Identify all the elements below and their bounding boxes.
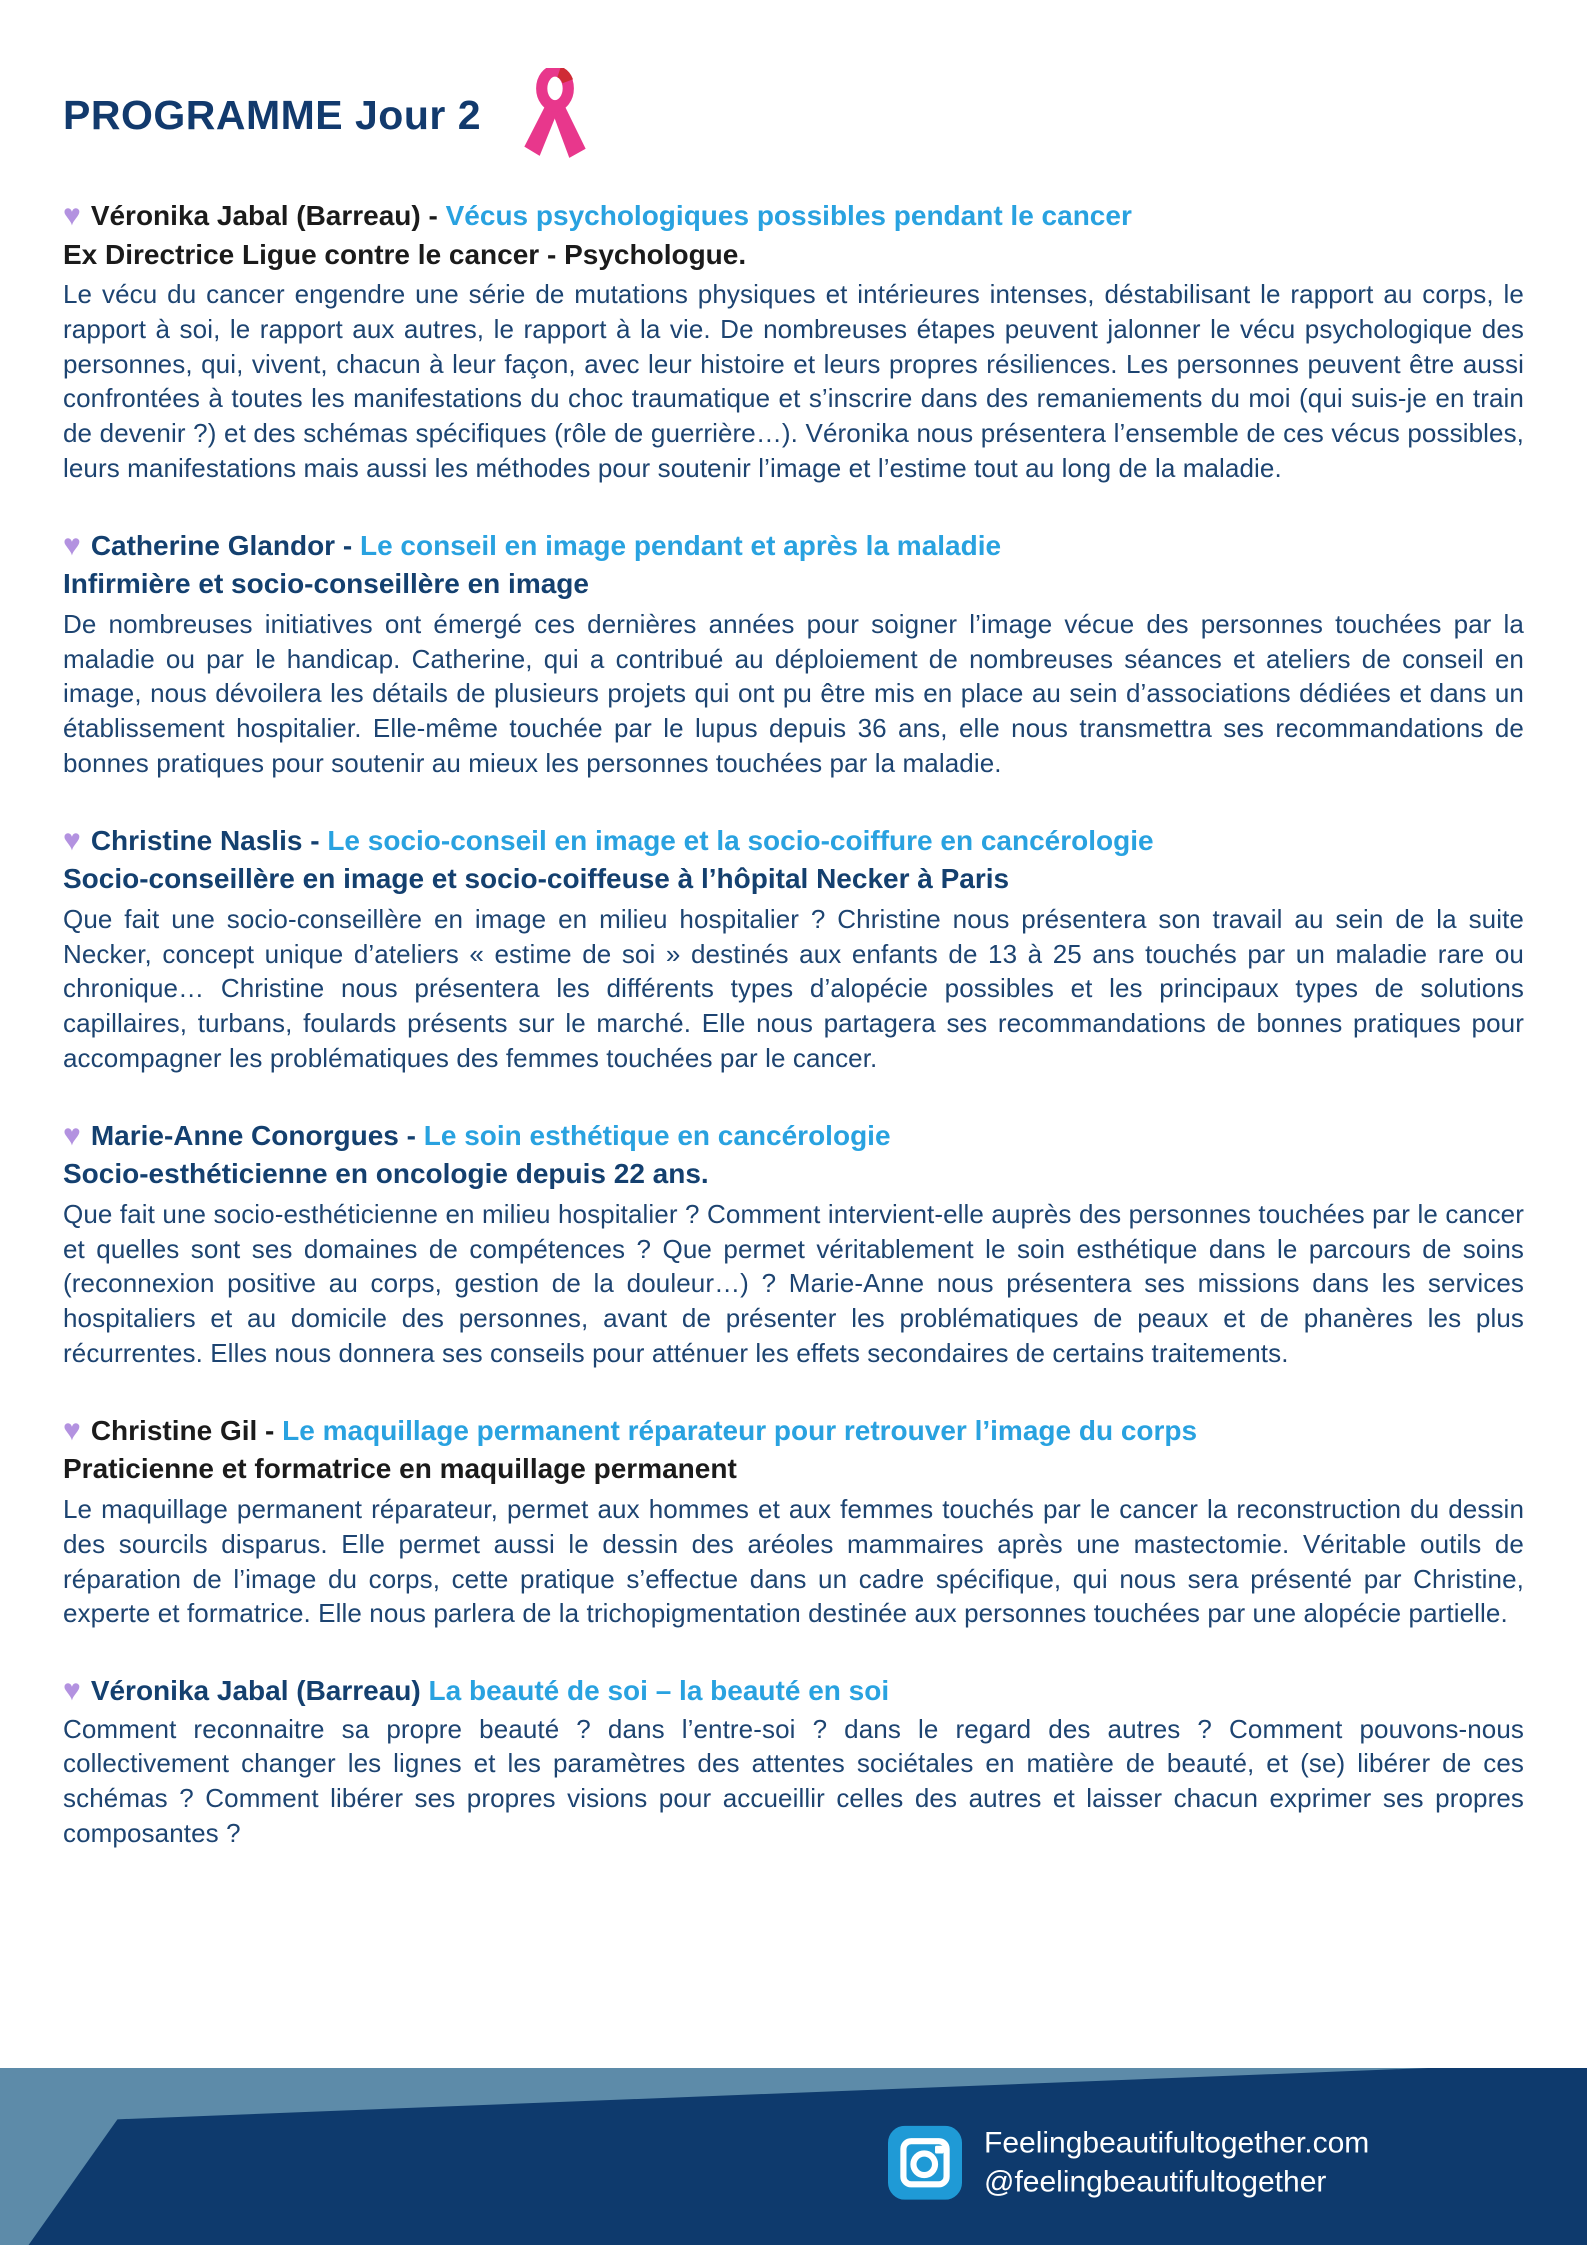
speaker-name: Marie-Anne Conorgues - <box>90 1119 424 1151</box>
talk-title: Le maquillage permanent réparateur pour retrouver l’image du corps <box>282 1414 1198 1446</box>
speaker-role: Infirmière et socio-conseillère en image <box>63 568 589 600</box>
session-catherine-glandor <box>63 526 1524 781</box>
footer-text <box>984 2123 1369 2202</box>
session-heading <box>63 821 1524 862</box>
footer-contact <box>888 2123 1369 2202</box>
footer-website[interactable]: Feelingbeautifultogether.com <box>984 2126 1370 2160</box>
speaker-role: Praticienne et formatrice en maquillage permanent <box>63 1453 737 1485</box>
talk-title: Le socio-conseil en image et la socio-coiffure en cancérologie <box>327 824 1154 856</box>
speaker-name: Catherine Glandor - <box>90 529 360 561</box>
speaker-name: Véronika Jabal (Barreau) <box>90 1675 429 1707</box>
footer <box>0 2068 1587 2245</box>
heart-icon: ♥ <box>63 1413 81 1447</box>
heart-icon: ♥ <box>63 528 81 562</box>
session-description: Le vécu du cancer engendre une série de mutations physiques et intérieures intenses, déstabilisant le rapport au corps, le rapport à soi, le rapport aux autres, le rapport à la vie. De nombreuses étapes peuvent jalonner le vécu psychologique des personnes, qui, vivent, chacun à leur façon, avec leur histoire et leurs propres résiliences. Les personnes peuvent être aussi confrontées à toutes les manifestations du choc traumatique et s’inscrire dans des remaniements du moi (qui suis-je en train de devenir ?) et des schémas spécifiques (rôle de guerrière…). Véronika nous présentera l’ensemble de ces vécus possibles, leurs manifestations mais aussi les méthodes pour soutenir l’image et l’estime tout au long de la maladie. <box>63 278 1524 484</box>
session-christine-naslis <box>63 821 1524 1076</box>
session-veronika-jabal-1 <box>63 196 1524 486</box>
speaker-role: Socio-esthéticienne en oncologie depuis 22 ans. <box>63 1158 709 1190</box>
title-row <box>63 68 1524 162</box>
speaker-name: Christine Gil - <box>90 1414 283 1446</box>
session-heading <box>63 1671 1524 1712</box>
heart-icon: ♥ <box>63 1118 81 1152</box>
speaker-role: Socio-conseillère en image et socio-coiffeuse à l’hôpital Necker à Paris <box>63 863 1010 895</box>
session-marie-anne-conorgues <box>63 1116 1524 1371</box>
session-description: De nombreuses initiatives ont émergé ces dernières années pour soigner l’image vécue des personnes touchées par la maladie ou par le handicap. Catherine, qui a contribué au déploiement de nombreuses séances et ateliers de conseil en image, nous dévoilera les détails de plusieurs projets qui ont pu être mis en place au sein d’associations dédiées et dans un établissement hospitalier. Elle-même touchée par le lupus depuis 36 ans, elle nous transmettra ses recommandations de bonnes pratiques pour soutenir au mieux les personnes touchées par la maladie. <box>63 608 1524 779</box>
session-description: Comment reconnaitre sa propre beauté ? dans l’entre-soi ? dans le regard des autres ? Comment pouvons-nous collectivement changer les lignes et les paramètres des attentes sociétales en matière de beauté, et (se) libérer de ces schémas ? Comment libérer ses propres visions pour accueillir celles des autres et laisser chacun exprimer ses propres composantes ? <box>63 1713 1524 1849</box>
footer-handle[interactable]: @feelingbeautifultogether <box>984 2165 1327 2199</box>
session-heading <box>63 1116 1524 1157</box>
speaker-name: Christine Naslis - <box>90 824 328 856</box>
session-heading <box>63 526 1524 567</box>
talk-title: Le conseil en image pendant et après la maladie <box>359 529 1002 561</box>
session-christine-gil <box>63 1411 1524 1631</box>
page-title: PROGRAMME Jour 2 <box>63 91 482 138</box>
session-description: Que fait une socio-esthéticienne en milieu hospitalier ? Comment intervient-elle auprès des personnes touchées par le cancer et quelles sont ses domaines de compétences ? Que permet véritablement le soin esthétique dans le parcours de soins (reconnexion positive au corps, gestion de la douleur…) ? Marie-Anne nous présentera ses missions dans les services hospitaliers et au domicile des personnes, avant de présenter les problématiques de peaux et de phanères les plus récurrentes. Elles nous donnera ses conseils pour atténuer les effets secondaires de certains traitements. <box>63 1198 1524 1369</box>
session-heading <box>63 196 1524 237</box>
heart-icon: ♥ <box>63 199 81 232</box>
session-veronika-jabal-2 <box>63 1671 1524 1851</box>
speaker-role: Ex Directrice Ligue contre le cancer - Psychologue. <box>63 238 747 270</box>
instagram-icon[interactable] <box>888 2126 962 2200</box>
pink-ribbon-icon <box>521 68 589 162</box>
talk-title: Le soin esthétique en cancérologie <box>423 1119 891 1151</box>
heart-icon: ♥ <box>63 1674 81 1708</box>
session-description: Le maquillage permanent réparateur, permet aux hommes et aux femmes touchés par le cancer la reconstruction du dessin des sourcils disparus. Elle permet aussi le dessin des aréoles mammaires après une mastectomie. Véritable outils de réparation de l’image du corps, cette pratique s’effectue dans un cadre spécifique, qui nous sera présenté par Christine, experte et formatrice. Elle nous parlera de la trichopigmentation destinée aux personnes touchées par une alopécie partielle. <box>63 1493 1524 1629</box>
talk-title: La beauté de soi – la beauté en soi <box>428 1675 890 1707</box>
talk-title: Vécus psychologiques possibles pendant le cancer <box>445 200 1132 231</box>
heart-icon: ♥ <box>63 823 81 857</box>
session-heading <box>63 1411 1524 1452</box>
session-description: Que fait une socio-conseillère en image en milieu hospitalier ? Christine nous présentera son travail au sein de la suite Necker, concept unique d’ateliers « estime de soi » destinés aux enfants de 13 à 25 ans touchés par un maladie rare ou chronique… Christine nous présentera les différents types d’alopécie possibles et les principaux types de solutions capillaires, turbans, foulards présents sur le marché. Elle nous partagera ses recommandations de bonnes pratiques pour accompagner les problématiques des femmes touchées par le cancer. <box>63 903 1524 1074</box>
speaker-name: Véronika Jabal (Barreau) - <box>90 200 446 231</box>
